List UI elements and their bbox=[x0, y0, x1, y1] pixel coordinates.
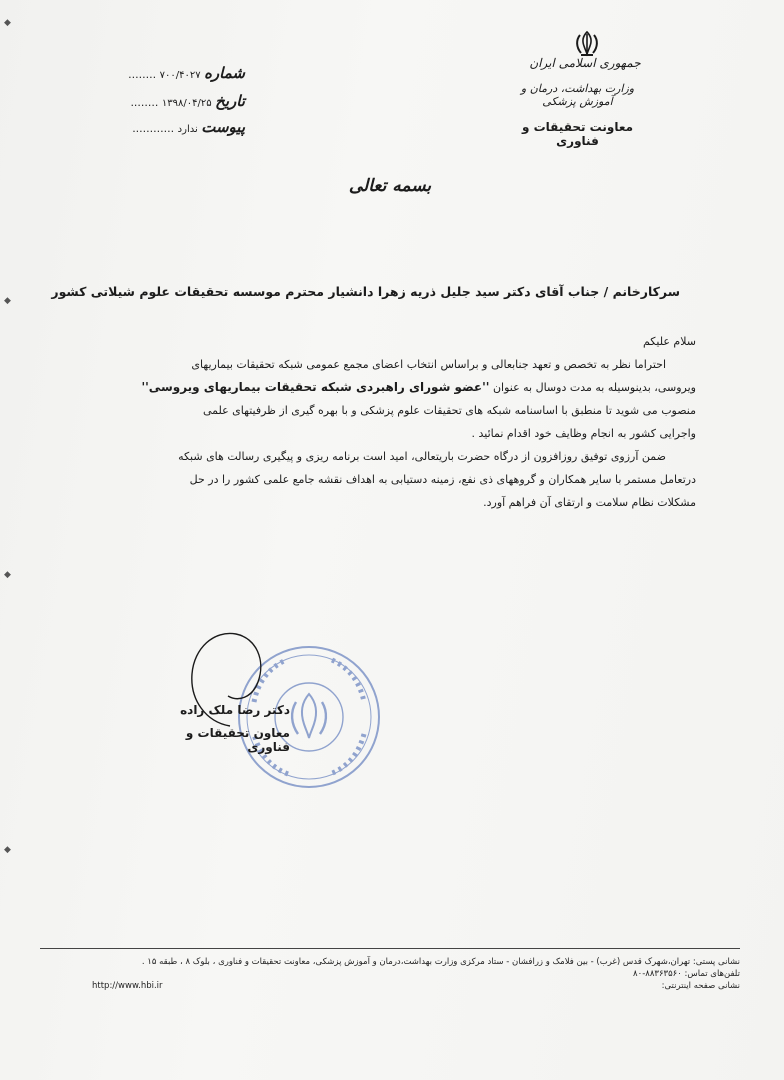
attachment-value: ندارد bbox=[177, 124, 198, 135]
deputy-title: معاونت تحقیقات و فناوری bbox=[521, 120, 634, 148]
number-value: ۷۰۰/۴۰۲۷ bbox=[159, 70, 201, 81]
date-label: تاریخ bbox=[215, 92, 245, 110]
footer-phone: تلفن‌های تماس: ۸۸۳۶۳۵۶۰-۸۰ bbox=[633, 969, 740, 979]
body-line: احتراما نظر به تخصص و تعهد جنابعالی و براساس انتخاب اعضای مجمع عمومی شبکه تحقیقات بیماریهای bbox=[191, 358, 666, 371]
footer-website-label: نشانی صفحه اینترنتی: bbox=[661, 981, 740, 991]
body-text: ویروسی، بدینوسیله به مدت دوسال به عنوان bbox=[492, 381, 696, 394]
signer-title: معاون تحقیقات و فناوری bbox=[185, 726, 290, 754]
greeting: سلام علیکم bbox=[642, 335, 696, 348]
letter-date-row bbox=[110, 92, 245, 110]
attachment-fill: ............ bbox=[132, 122, 175, 135]
punch-mark: ◆ bbox=[4, 845, 11, 855]
letter-number-row bbox=[110, 64, 245, 82]
basmala-heading: بسمه تعالی bbox=[348, 176, 432, 196]
appointment-title: ''عضو شورای راهبردی شبکه تحقیقات بیماریهای ویروسی'' bbox=[141, 380, 490, 394]
punch-mark: ◆ bbox=[4, 18, 11, 28]
recipient-line: سرکارخانم / جناب آقای دکتر سید جلیل ذریه زهرا دانشیار محترم موسسه تحقیقات علوم شیلاتی کشور bbox=[51, 284, 680, 299]
attachment-label: پیوست bbox=[201, 118, 245, 136]
date-fill: ........ bbox=[130, 96, 159, 109]
letter-footer bbox=[50, 956, 740, 994]
footer-website[interactable]: http://www.hbi.ir bbox=[92, 981, 163, 991]
iran-emblem-icon bbox=[572, 30, 602, 58]
body-line: ضمن آرزوی توفیق روزافزون از درگاه حضرت باریتعالی، امید است برنامه ریزی و پیگیری رسالت های شبکه bbox=[178, 450, 666, 463]
footer-website-row bbox=[50, 980, 740, 992]
number-label: شماره bbox=[204, 64, 245, 82]
body-line bbox=[100, 376, 696, 399]
punch-mark: ◆ bbox=[4, 296, 11, 306]
ministry-line-2: وزارت بهداشت، درمان و آموزش پزشکی bbox=[520, 82, 635, 108]
punch-mark: ◆ bbox=[4, 570, 11, 580]
letter-body bbox=[100, 330, 696, 514]
ministry-line-1: جمهوری اسلامی ایران bbox=[529, 56, 641, 70]
footer-address: نشانی پستی: تهران،شهرک قدس (غرب) - بین فلامک و زرافشان - ستاد مرکزی وزارت بهداشت،درمان و آموزش پزشکی، معاونت تحقیقات و فناوری ، بلوک ۸ ، طبقه ۱۵ . bbox=[141, 957, 740, 967]
number-fill: ........ bbox=[128, 68, 157, 81]
footer-divider bbox=[40, 948, 740, 949]
signer-name: دکتر رضا ملک زاده bbox=[180, 703, 290, 717]
body-line: درتعامل مستمر با سایر همکاران و گروههای ذی نفع، زمینه دستیابی به اهداف نقشه جامع علمی کشور را در حل bbox=[189, 473, 696, 486]
body-line: منصوب می شوید تا منطبق با اساسنامه شبکه های تحقیقات علوم پزشکی و با بهره گیری از ظرفیتهای علمی bbox=[202, 404, 696, 417]
body-line: واجرایی کشور به انجام وظایف خود اقدام نمائید . bbox=[471, 427, 696, 440]
body-line: مشکلات نظام سلامت و ارتقای آن فراهم آورد. bbox=[483, 496, 696, 509]
date-value: ۱۳۹۸/۰۴/۲۵ bbox=[161, 98, 212, 109]
letter-attachment-row bbox=[110, 118, 245, 136]
